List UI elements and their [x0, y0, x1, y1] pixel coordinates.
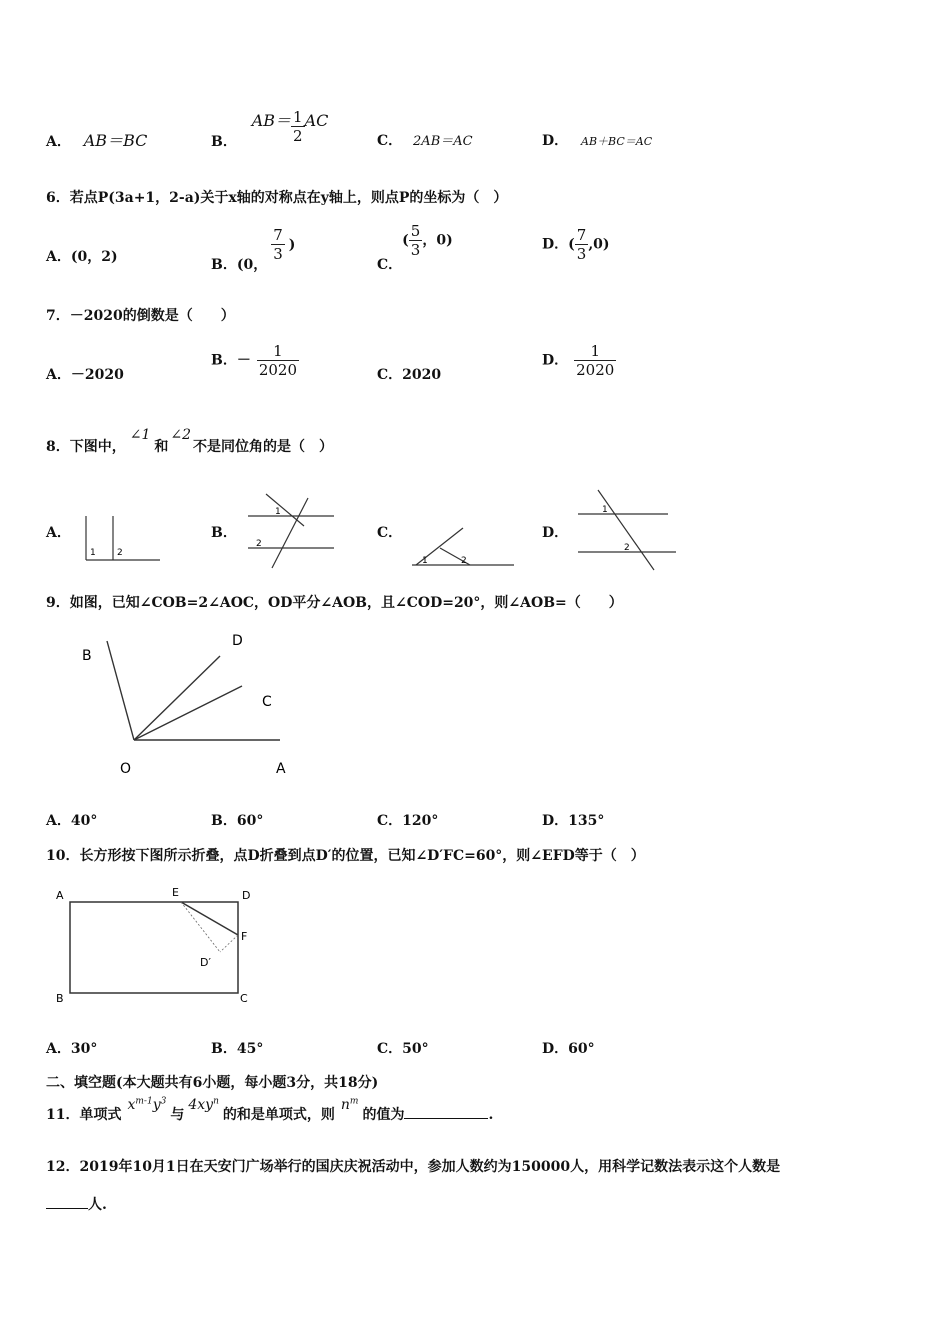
- q8-option-d[interactable]: D．: [542, 525, 569, 541]
- q8-stem: 8．下图中，∠1和∠2不是同位角的是（ ）: [46, 427, 334, 455]
- q6-d-fraction: $\frac{7}{3}$: [576, 226, 587, 263]
- q8-option-c[interactable]: C．: [377, 525, 403, 541]
- q7-option-b[interactable]: B．－ $\frac{1}{2020}$: [211, 342, 298, 379]
- q5-option-c[interactable]: C． 2AB＝AC: [377, 133, 473, 149]
- q8-option-a[interactable]: A．: [46, 525, 71, 541]
- q7-option-d[interactable]: D． $\frac{1}{2020}$: [542, 342, 615, 379]
- q12-stem-line2: 人.: [46, 1194, 107, 1214]
- q6-option-d[interactable]: D．( $\frac{7}{3}$ ,0): [542, 226, 610, 263]
- q9-label-C: C: [262, 694, 272, 710]
- q10-label-E: E: [172, 886, 179, 899]
- q12-stem-line1: 12．2019年10月1日在天安门广场举行的国庆庆祝活动中，参加人数约为150000人，用科学记数法表示这个人数是: [46, 1159, 781, 1175]
- q5-option-d[interactable]: D． AB＋BC＝AC: [542, 133, 653, 149]
- q6-c-fraction: $\frac{5}{3}$: [410, 222, 421, 259]
- q5-b-fraction: $\frac{1}{2}$: [293, 108, 303, 145]
- q9-label-B: B: [82, 648, 92, 664]
- q10-label-F: F: [241, 930, 248, 943]
- q5-option-b[interactable]: B． AB＝ $\frac{1}{2}$ AC: [211, 108, 329, 150]
- q10-option-d[interactable]: D．60°: [542, 1041, 595, 1057]
- q10-label-Dprime: D′: [200, 956, 211, 969]
- q8-option-b[interactable]: B．: [211, 525, 237, 541]
- q8a-label-1: 1: [90, 548, 96, 558]
- q8b-label-1: 1: [275, 507, 281, 517]
- q8-figure-a: [80, 510, 170, 566]
- q7-option-c[interactable]: C．2020: [377, 367, 442, 383]
- q9-option-c[interactable]: C．120°: [377, 813, 439, 829]
- q7-stem: 7．－2020的倒数是（ ）: [46, 308, 235, 324]
- q10-label-D: D: [242, 889, 251, 902]
- q8-figure-b: [242, 488, 342, 572]
- q7-d-fraction: $\frac{1}{2020}$: [576, 342, 615, 379]
- section-2-title: 二、填空题(本大题共有6小题，每小题3分，共18分): [46, 1075, 379, 1091]
- q10-label-B: B: [56, 992, 64, 1005]
- q8-figure-c: [408, 522, 518, 568]
- q9-figure: [70, 625, 310, 785]
- q10-option-c[interactable]: C．50°: [377, 1041, 429, 1057]
- q10-figure: [50, 880, 270, 1010]
- q8d-label-2: 2: [624, 543, 630, 553]
- q9-label-D: D: [232, 633, 243, 649]
- q6-option-c[interactable]: C．( $\frac{5}{3}$ ，0): [377, 222, 453, 273]
- q6-stem: 6．若点P(3a+1，2-a)关于x轴的对称点在y轴上，则点P的坐标为（ ）: [46, 190, 508, 206]
- q8c-label-2: 2: [461, 556, 467, 566]
- q8-figure-d: [574, 486, 680, 574]
- q6-option-a[interactable]: A．(0，2): [46, 249, 118, 265]
- q9-option-d[interactable]: D．135°: [542, 813, 605, 829]
- q7-option-a[interactable]: A．－2020: [46, 367, 124, 383]
- q8d-label-1: 1: [602, 505, 608, 515]
- q5-option-a[interactable]: A． AB＝BC: [46, 131, 148, 150]
- q10-label-C: C: [240, 992, 248, 1005]
- q8b-label-2: 2: [256, 539, 262, 549]
- q11-answer-blank[interactable]: [404, 1104, 488, 1119]
- q10-label-A: A: [56, 889, 64, 902]
- q7-b-fraction: $\frac{1}{2020}$: [258, 342, 298, 379]
- q9-label-A: A: [276, 761, 286, 777]
- q9-option-b[interactable]: B．60°: [211, 813, 264, 829]
- q12-answer-blank[interactable]: [46, 1194, 88, 1209]
- q10-stem: 10．长方形按下图所示折叠，点D折叠到点D′的位置，已知∠D′FC=60°，则∠EFD等于（ ）: [46, 848, 645, 864]
- q6-option-b[interactable]: B．(0， $\frac{7}{3}$ ): [211, 226, 296, 273]
- q8c-label-1: 1: [422, 556, 428, 566]
- q8a-label-2: 2: [117, 548, 123, 558]
- q10-option-b[interactable]: B．45°: [211, 1041, 264, 1057]
- q6-b-fraction: $\frac{7}{3}$: [273, 226, 283, 263]
- q9-stem: 9．如图，已知∠COB=2∠AOC，OD平分∠AOB，且∠COD=20°，则∠AOB=（ ）: [46, 595, 623, 611]
- q10-option-a[interactable]: A．30°: [46, 1041, 98, 1057]
- q9-label-O: O: [120, 761, 132, 777]
- q11-stem: 11．单项式$x^{m-1}y^3$与$4xy^n$的和是单项式，则$n^m$的值为 .: [46, 1096, 494, 1123]
- q5-option-a-text: AB＝BC: [83, 131, 148, 150]
- q9-option-a[interactable]: A．40°: [46, 813, 98, 829]
